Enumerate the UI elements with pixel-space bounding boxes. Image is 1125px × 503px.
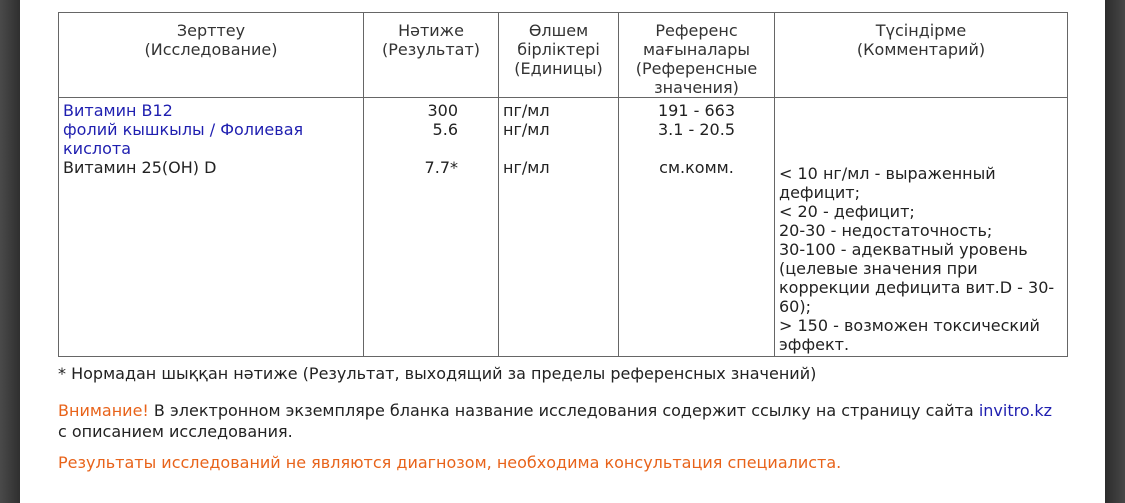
header-units: Өлшем бірліктері (Единицы): [499, 13, 619, 98]
results-table: [58, 12, 1068, 357]
warning-label: Внимание!: [58, 401, 149, 420]
test-name-vitd: Витамин 25(ОН) D: [59, 158, 364, 357]
comment-cell-vitd: [775, 158, 1068, 357]
test-link-folic-acid[interactable]: фолий кышкылы / Фолиевая кислота: [63, 120, 304, 158]
reference-cell: 191 - 663: [619, 98, 775, 121]
header-reference: Референс мағыналары (Референсные значения): [619, 13, 775, 98]
comment-line: < 10 нг/мл - выраженный дефицит;: [779, 164, 996, 202]
comment-line: > 150 - возможен токсический эффект.: [779, 316, 1040, 354]
result-cell: 300: [364, 98, 499, 121]
site-link[interactable]: invitro.kz: [978, 401, 1053, 420]
out-of-range-footnote: * Нормадан шыққан нәтиже (Результат, выходящий за пределы референсных значений): [58, 364, 817, 383]
units-cell: нг/мл: [499, 158, 619, 357]
reference-cell: см.комм.: [619, 158, 775, 357]
header-study: Зерттеу (Исследование): [59, 13, 364, 98]
warning-text-end: с описанием исследования.: [58, 422, 293, 441]
result-cell: 5.6: [364, 120, 499, 158]
comment-line: 20-30 - недостаточность;: [779, 221, 993, 240]
header-comment: Түсіндірме (Комментарий): [775, 13, 1068, 98]
left-background: [0, 0, 20, 503]
comment-line: 30-100 - адекватный уровень (целевые значения при коррекции дефицита вит.D - 30-60);: [779, 240, 1055, 316]
reference-cell: 3.1 - 20.5: [619, 120, 775, 158]
right-background: [1105, 0, 1125, 503]
warning-note: [58, 400, 1058, 442]
document-page: [20, 0, 1105, 503]
disclaimer: Результаты исследований не являются диагнозом, необходима консультация специалиста.: [58, 453, 842, 472]
warning-text: В электронном экземпляре бланка название исследования содержит ссылку на страницу сайта: [148, 401, 979, 420]
table-row: [59, 120, 1068, 158]
table-row: [59, 98, 1068, 121]
comment-line: < 20 - дефицит;: [779, 202, 915, 221]
units-cell: нг/мл: [499, 120, 619, 158]
comment-cell: [775, 98, 1068, 121]
comment-cell: [775, 120, 1068, 158]
units-cell: пг/мл: [499, 98, 619, 121]
result-cell-flagged: 7.7*: [364, 158, 499, 357]
table-header-row: [59, 13, 1068, 98]
table-row: [59, 158, 1068, 357]
test-link-b12[interactable]: Витамин В12: [63, 101, 173, 120]
header-result: Нәтиже (Результат): [364, 13, 499, 98]
